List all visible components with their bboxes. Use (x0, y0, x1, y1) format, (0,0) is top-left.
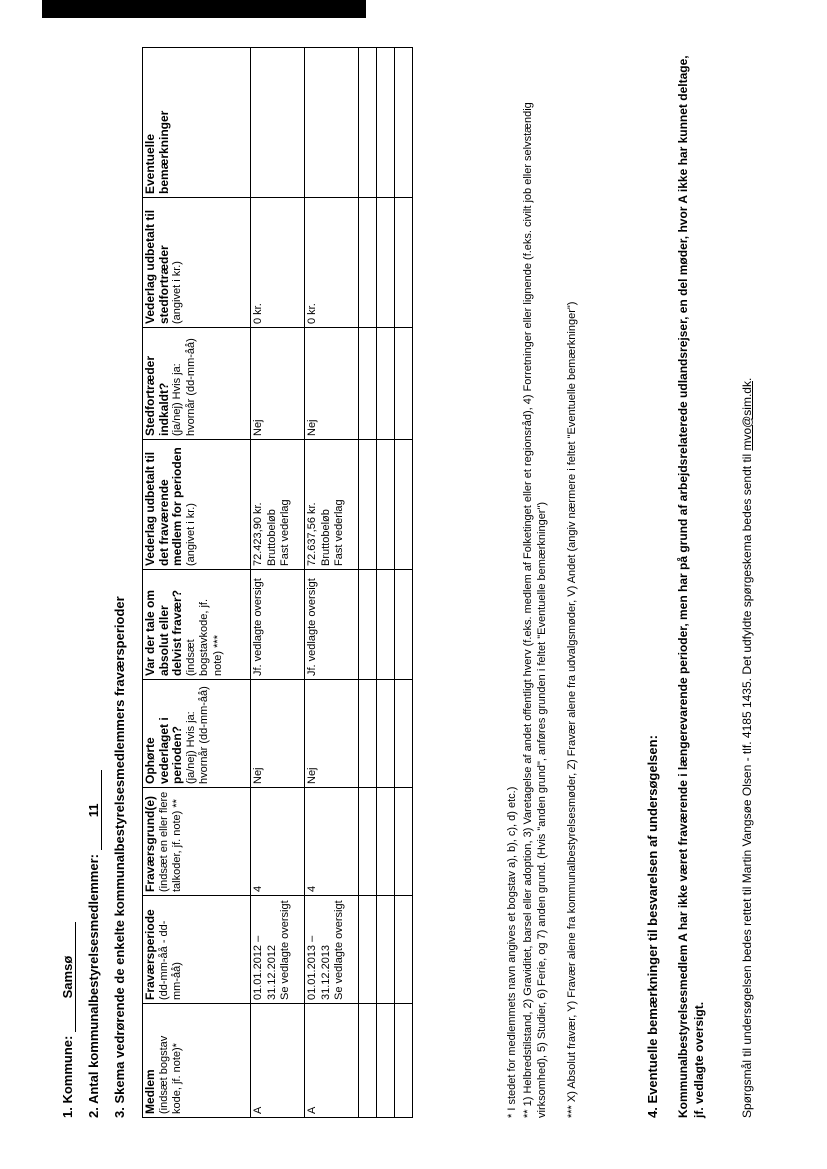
kommune-field (60, 922, 76, 1118)
period-cell: 01.01.2013 – 31.12.2013 Se vedlagte oversigt (305, 896, 359, 1004)
paid-cell: 72.423,90 kr. Bruttobeløb Fast vederlag (251, 440, 305, 570)
kommune-value: Samsø (60, 922, 76, 1032)
substitute-paid-cell: 0 kr. (305, 198, 359, 328)
table-header-row (143, 48, 251, 1118)
reason-cell: 4 (305, 788, 359, 896)
section3-title: 3. Skema vedrørende de enkelte kommunalbestyrelsesmedlemmers fraværsperioder (112, 596, 127, 1118)
header-cell: Stedfortræder indkaldt? (ja/nej) Hvis ja: hvornår (dd-mm-åå) (143, 328, 251, 440)
header-cell: Eventuelle bemærkninger (143, 48, 251, 198)
contact-text: Spørgsmål til undersøgelsen bedes rettet til Martin Vangsøe Olsen - tlf. 4185 1435. Det udfyldte spørgeskema bedes sendt til (740, 450, 754, 1118)
paid-cell: 72.637,56 kr. Bruttobeløb Fast vederlag (305, 440, 359, 570)
members-value: 11 (86, 770, 102, 850)
stopped-cell: Nej (251, 680, 305, 788)
header-cell: Ophørte vederlaget i perioden? (ja/nej) Hvis ja: hvornår (dd-mm-åå) (143, 680, 251, 788)
members-label: 2. Antal kommunalbestyrelsesmedlemmer: (86, 854, 101, 1118)
remarks-cell (305, 48, 359, 198)
members-field (86, 770, 102, 1118)
stopped-cell: Nej (305, 680, 359, 788)
absence-type-cell: Jf. vedlagte oversigt (251, 570, 305, 680)
substitute-paid-cell: 0 kr. (251, 198, 305, 328)
contact-email-link[interactable]: mvo@sim.dk (740, 381, 754, 451)
contact-line: Spørgsmål til undersøgelsen bedes rettet til Martin Vangsøe Olsen - tlf. 4185 1435. Det udfyldte spørgeskema bedes sendt til mvo@sim.dk. (740, 377, 754, 1118)
table-row-empty (377, 48, 395, 1118)
note-2: ** 1) Helbredstilstand, 2) Graviditet, barsel eller adoption, 3) Varetagelse af andet offentligt hverv (f.eks. medlem af Folketinget eller et regionsråd), 4) Forretninger eller lignende (f.eks. civilt job eller selvstændig virksomhed), 5) Studier, 6) Ferie, og 7) anden grund. (Hvis "anden grund", anføres grunden i feltet "Eventuelle bemærkninger") (522, 102, 548, 1118)
note-1: * I stedet for medlemmets navn angives et bogstav a), b), c), d) etc.) (506, 786, 518, 1118)
remarks-cell (251, 48, 305, 198)
substitute-cell: Nej (305, 328, 359, 440)
table-row (251, 48, 305, 1118)
table-row-empty (359, 48, 377, 1118)
member-cell: A (251, 1004, 305, 1118)
header-cell: Var der tale om absolut eller delvist fravær? (indsæt bogstavkode, jf. note) *** (143, 570, 251, 680)
header-cell: Fraværsperiode (dd-mm-åå - dd-mm-åå) (143, 896, 251, 1004)
absence-table (142, 47, 413, 1118)
header-cell: Vederlag udbetalt til det fraværende medlem for perioden (angivet i kr.) (143, 440, 251, 570)
absence-type-cell: Jf. vedlagte oversigt (305, 570, 359, 680)
table-row (305, 48, 359, 1118)
member-cell: A (305, 1004, 359, 1118)
reason-cell: 4 (251, 788, 305, 896)
redaction-bar (42, 0, 366, 18)
header-cell: Medlem (indsæt bogstav kode, jf. note)* (143, 1004, 251, 1118)
header-cell: Fraværsgrund(e) (indsæt en eller flere talkoder, jf. note) ** (143, 788, 251, 896)
section4-title: 4. Eventuelle bemærkninger til besvarelsen af undersøgelsen: (645, 735, 660, 1118)
rotated-page (60, 18, 820, 1118)
section4-text: Kommunalbestyrelsesmedlem A har ikke været fraværende i længerevarende perioder, men har på grund af arbejdsrelaterede udlandsrejser, en del møder, hvor A ikke har kunnet deltage, jf. vedlagte oversigt. (676, 55, 706, 1118)
substitute-cell: Nej (251, 328, 305, 440)
period-cell: 01.01.2012 – 31.12.2012 Se vedlagte oversigt (251, 896, 305, 1004)
note-3: *** X) Absolut fravær, Y) Fravær alene fra kommunalbestyrelsesmøder, Z) Fravær alene fra udvalgsmøder, V) Andet (angiv nærmere i feltet "Eventuelle bemærkninger") (566, 301, 578, 1118)
header-cell: Vederlag udbetalt til stedfortræder (angivet i kr.) (143, 198, 251, 328)
table-row-empty (395, 48, 413, 1118)
kommune-label: 1. Kommune: (60, 1035, 75, 1118)
